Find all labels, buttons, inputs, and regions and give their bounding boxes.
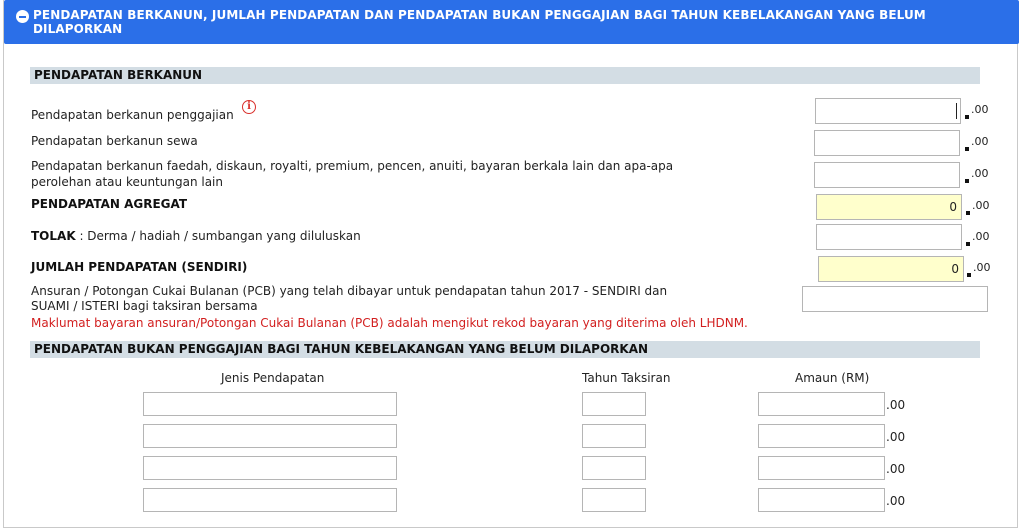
cents-label: .00 [971, 135, 989, 148]
decimal-point [965, 179, 969, 183]
decimal-point [967, 273, 971, 277]
cents-label: .00 [886, 398, 906, 412]
label-tolak-derma [31, 229, 361, 244]
collapse-icon[interactable] [16, 10, 29, 23]
input-berkanun-faedah[interactable] [814, 162, 960, 188]
input-tahun-taksiran[interactable] [582, 456, 646, 480]
decimal-point [966, 211, 970, 215]
input-amaun[interactable] [758, 424, 885, 448]
input-amaun[interactable] [758, 488, 885, 512]
label-pcb-line1: Ansuran / Potongan Cukai Bulanan (PCB) yang telah dibayar untuk pendapatan tahun 2017 - SENDIRI dan [31, 284, 668, 298]
label-pendapatan-agregat [31, 197, 187, 212]
label-jumlah-pendapatan-text: JUMLAH PENDAPATAN (SENDIRI) [31, 260, 248, 274]
input-jenis-pendapatan[interactable] [143, 456, 397, 480]
input-jenis-pendapatan[interactable] [143, 488, 397, 512]
cents-label: .00 [971, 167, 989, 180]
label-tolak-bold: TOLAK [31, 229, 76, 243]
cents-label: .00 [973, 261, 991, 274]
cents-label: .00 [886, 494, 906, 508]
label-berkanun-faedah-line2: perolehan atau keuntungan lain [31, 175, 223, 189]
cents-label: .00 [971, 103, 989, 116]
label-berkanun-faedah-line1: Pendapatan berkanun faedah, diskaun, royalti, premium, pencen, anuiti, bayaran berkala lain dan apa-apa [31, 159, 674, 173]
input-berkanun-sewa[interactable] [814, 130, 960, 156]
input-jumlah-pendapatan: 0 [818, 256, 964, 282]
input-berkanun-penggajian[interactable] [815, 98, 961, 124]
input-amaun[interactable] [758, 456, 885, 480]
label-pcb-line2: SUAMI / ISTERI bagi taksiran bersama [31, 299, 258, 313]
panel-title: PENDAPATAN BERKANUN, JUMLAH PENDAPATAN DAN PENDAPATAN BUKAN PENGGAJIAN BAGI TAHUN KEBELAKANGAN YANG BELUM DILAPORKAN [33, 8, 926, 36]
label-berkanun-sewa: Pendapatan berkanun sewa [31, 134, 198, 148]
label-tolak-rest: : Derma / hadiah / sumbangan yang diluluskan [75, 229, 361, 243]
cents-label: .00 [886, 462, 906, 476]
input-jenis-pendapatan[interactable] [143, 392, 397, 416]
label-jumlah-pendapatan [31, 260, 247, 275]
section-header-bukan-penggajian: PENDAPATAN BUKAN PENGGAJIAN BAGI TAHUN KEBELAKANGAN YANG BELUM DILAPORKAN [30, 341, 980, 358]
label-berkanun-penggajian: Pendapatan berkanun penggajian [31, 108, 234, 122]
text-cursor [956, 103, 957, 119]
cents-label: .00 [972, 199, 990, 212]
cents-label: .00 [886, 430, 906, 444]
decimal-point [966, 242, 970, 246]
input-tahun-taksiran[interactable] [582, 488, 646, 512]
input-tahun-taksiran[interactable] [582, 424, 646, 448]
input-tahun-taksiran[interactable] [582, 392, 646, 416]
input-amaun[interactable] [758, 392, 885, 416]
input-pendapatan-agregat: 0 [816, 194, 962, 220]
pcb-notice: Maklumat bayaran ansuran/Potongan Cukai Bulanan (PCB) adalah mengikut rekod bayaran yang diterima oleh LHDNM. [31, 316, 748, 330]
label-pendapatan-agregat-text: PENDAPATAN AGREGAT [31, 197, 188, 211]
decimal-point [965, 147, 969, 151]
input-tolak-derma[interactable] [816, 224, 962, 250]
info-icon[interactable]: i [242, 100, 256, 114]
column-header-jenis: Jenis Pendapatan [221, 371, 325, 385]
cents-label: .00 [972, 230, 990, 243]
decimal-point [965, 115, 969, 119]
column-header-tahun: Tahun Taksiran [582, 371, 671, 385]
section-header-pendapatan-berkanun: PENDAPATAN BERKANUN [30, 67, 980, 84]
column-header-amaun: Amaun (RM) [795, 371, 870, 385]
panel-header[interactable] [4, 0, 1019, 44]
input-jenis-pendapatan[interactable] [143, 424, 397, 448]
input-pcb[interactable] [802, 286, 988, 312]
